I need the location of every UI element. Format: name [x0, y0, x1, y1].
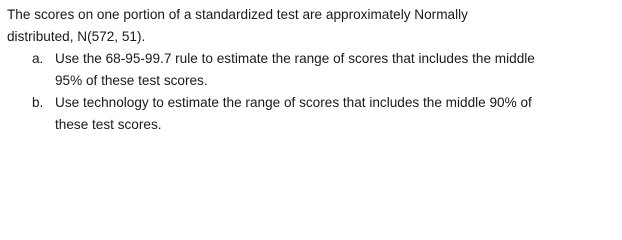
part-b [7, 92, 619, 136]
part-a-letter: a. [32, 51, 44, 66]
part-b-line-1: Use technology to estimate the range of scores that includes the middle 90% of [55, 95, 532, 110]
intro-line-1: The scores on one portion of a standardized test are approximately Normally [7, 7, 468, 22]
problem-intro [7, 4, 619, 48]
problem-text [7, 4, 619, 136]
part-b-line-2: these test scores. [55, 117, 162, 132]
part-a [7, 48, 619, 92]
part-b-letter: b. [32, 95, 44, 110]
part-a-line-2: 95% of these test scores. [55, 73, 208, 88]
intro-line-2: distributed, N(572, 51). [7, 29, 146, 44]
problem-parts-list [7, 48, 619, 136]
part-a-line-1: Use the 68-95-99.7 rule to estimate the range of scores that includes the middle [55, 51, 535, 66]
